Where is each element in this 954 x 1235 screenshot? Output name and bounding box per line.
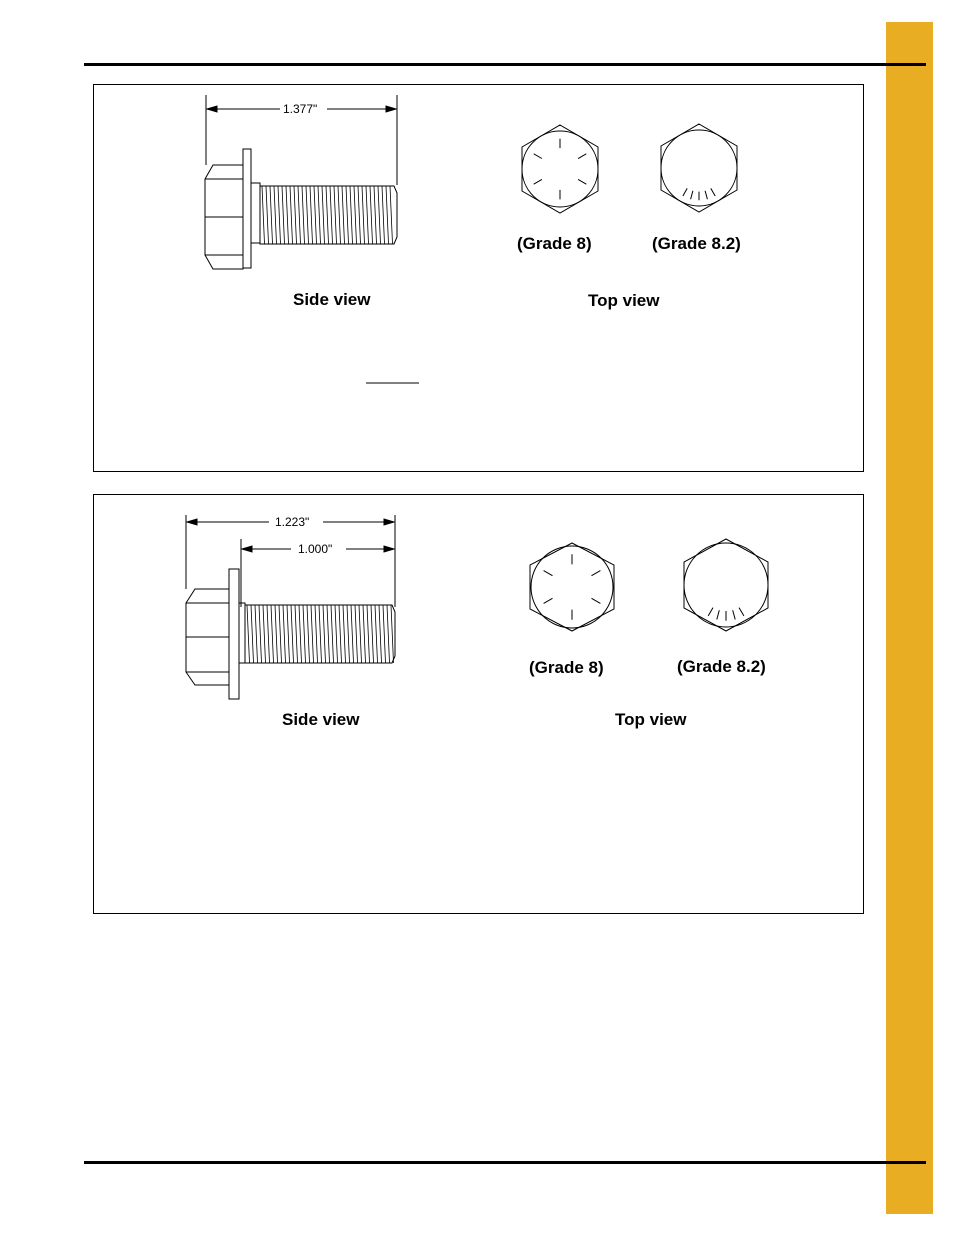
thread-length-label: 1.000" <box>295 542 335 556</box>
grade-mark <box>544 571 553 576</box>
grade8-label: (Grade 8) <box>517 234 592 253</box>
grade82-label: (Grade 8.2) <box>677 657 766 676</box>
bolt-figure-panel-1 <box>93 84 864 472</box>
side-view-caption: Side view <box>282 710 360 729</box>
overall-length-label: 1.223" <box>272 515 312 529</box>
grade-mark <box>708 608 713 616</box>
grade-mark <box>683 188 687 196</box>
grade8-label: (Grade 8) <box>529 658 604 677</box>
top-rule <box>84 63 926 66</box>
grade82-label: (Grade 8.2) <box>652 234 741 253</box>
grade8-top-view <box>522 125 598 213</box>
grade-mark <box>739 608 744 616</box>
grade-mark <box>717 610 720 619</box>
bottom-rule <box>84 1161 926 1164</box>
top-view-caption: Top view <box>588 291 660 310</box>
grade-mark <box>578 179 586 184</box>
top-view-caption: Top view <box>615 710 687 729</box>
grade-mark <box>534 154 542 159</box>
grade82-top-view <box>661 124 737 212</box>
grade82-top-view <box>684 539 768 631</box>
grade-mark <box>578 154 586 159</box>
bolt-side-view <box>186 569 395 699</box>
grade-mark <box>711 188 715 196</box>
grade-mark <box>592 571 601 576</box>
overall-length-label: 1.377" <box>280 102 320 116</box>
side-view-caption: Side view <box>293 290 371 309</box>
grade-mark <box>534 179 542 184</box>
grade-mark <box>691 191 693 199</box>
bolt-figure-panel-2 <box>93 494 864 914</box>
grade-mark <box>592 598 601 603</box>
grade8-top-view <box>530 543 614 631</box>
bolt-side-view <box>205 149 397 269</box>
grade-mark <box>733 610 736 619</box>
grade-mark <box>544 598 553 603</box>
grade-mark <box>705 191 707 199</box>
section-tab <box>886 22 933 1214</box>
